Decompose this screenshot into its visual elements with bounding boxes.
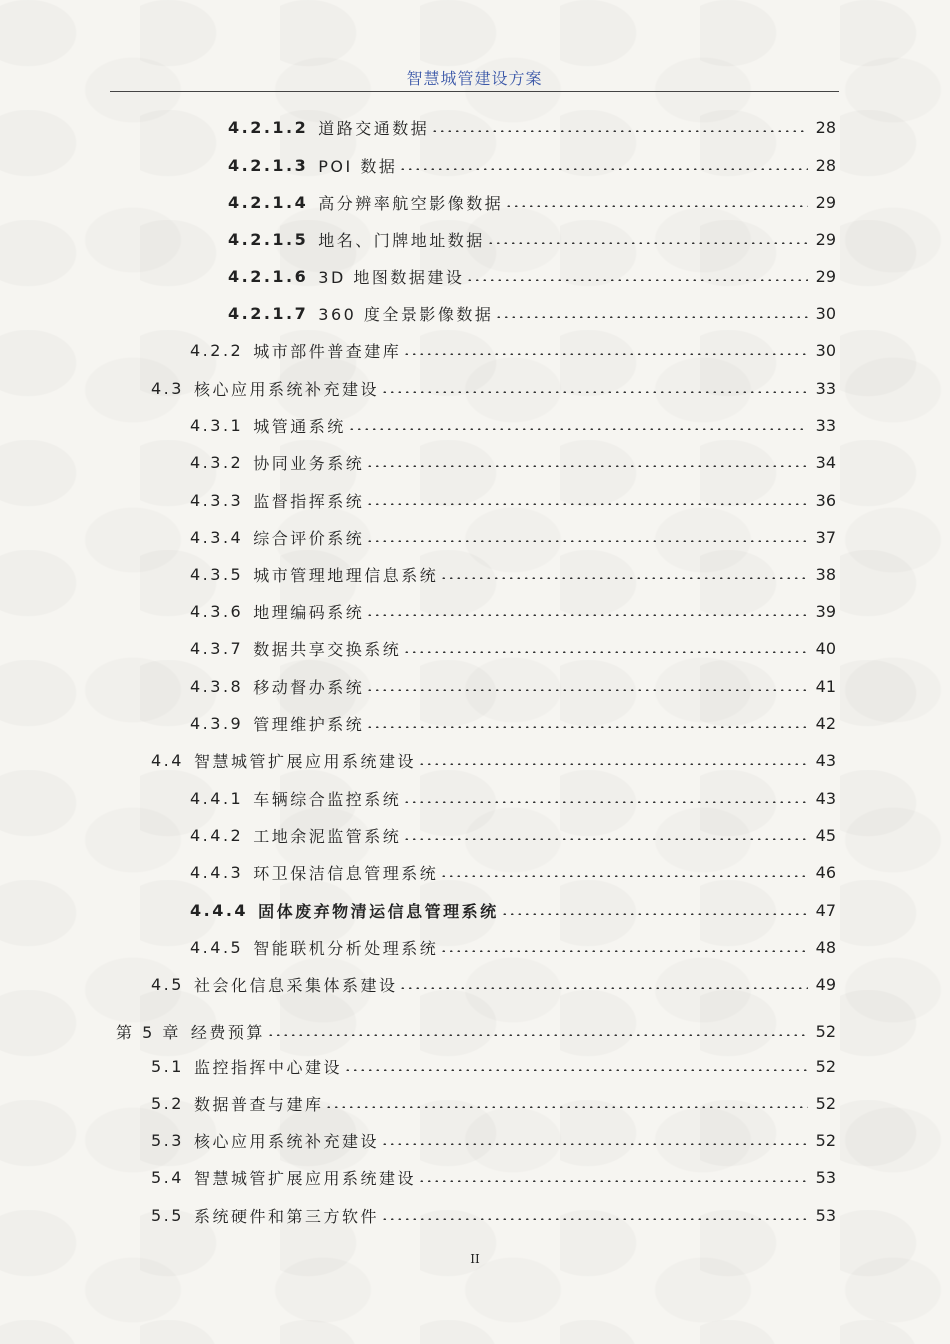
dot-leader (366, 457, 808, 467)
dot-leader (366, 681, 808, 691)
toc-number: 4.4.3 (190, 862, 244, 882)
toc-entry-5-4[interactable] (151, 1165, 836, 1189)
toc-entry-4-3-5[interactable] (190, 562, 836, 586)
dot-leader (366, 532, 808, 542)
toc-page-number: 52 (815, 1021, 836, 1041)
dot-leader (399, 979, 808, 989)
toc-page-number: 48 (815, 937, 836, 957)
dot-leader (466, 271, 808, 281)
toc-entry-5-1[interactable] (151, 1054, 836, 1078)
dot-leader (487, 234, 808, 244)
toc-entry-5-2[interactable] (151, 1091, 836, 1115)
dot-leader (366, 718, 808, 728)
toc-number: 4.4.4 (190, 900, 249, 920)
toc-number: 5.4 (151, 1167, 184, 1187)
toc-page-number: 46 (815, 862, 836, 882)
toc-title: POI 数据 (318, 156, 398, 176)
toc-title: 社会化信息采集体系建设 (193, 975, 398, 995)
toc-page-number: 52 (815, 1056, 836, 1076)
page-footer-number: II (470, 1252, 480, 1266)
toc-number: 4.2.2 (190, 340, 244, 360)
toc-entry-4-2-1-7[interactable] (228, 301, 836, 325)
dot-leader (440, 569, 808, 579)
toc-entry-4-3-3[interactable] (190, 488, 836, 512)
toc-number: 4.4.5 (190, 937, 244, 957)
toc-entry-4-4-2[interactable] (190, 823, 836, 847)
toc-number: 4.3.4 (190, 527, 244, 547)
toc-page-number: 45 (815, 825, 836, 845)
running-header: 智慧城管建设方案 (406, 69, 543, 88)
toc-title: 3D 地图数据建设 (318, 267, 465, 287)
toc-page-number: 33 (815, 415, 836, 435)
toc-entry-4-3-1[interactable] (190, 413, 836, 437)
toc-entry-4-2-1-3[interactable] (228, 153, 836, 177)
toc-entry-4-4-4[interactable] (190, 898, 836, 922)
toc-number: 4.2.1.4 (228, 192, 309, 212)
toc-title: 地名、门牌地址数据 (318, 230, 485, 250)
toc-number: 4.2.1.6 (228, 266, 309, 286)
toc-entry-4-4-1[interactable] (190, 786, 836, 810)
toc-entry-4-2-1-2[interactable] (228, 115, 836, 139)
toc-page-number: 52 (815, 1093, 836, 1113)
toc-entry-4-4-3[interactable] (190, 860, 836, 884)
toc-number: 5.5 (151, 1205, 184, 1225)
toc-number: 4.3.8 (190, 676, 244, 696)
toc-title: 智慧城管扩展应用系统建设 (193, 751, 416, 771)
toc-entry-4-3-4[interactable] (190, 525, 836, 549)
dot-leader (440, 942, 808, 952)
toc-entry-5-3[interactable] (151, 1128, 836, 1152)
toc-title: 城市管理地理信息系统 (253, 565, 439, 585)
toc-page-number: 49 (815, 974, 836, 994)
dot-leader (403, 643, 808, 653)
toc-title: 360 度全景影像数据 (318, 304, 494, 324)
toc-page-number: 29 (815, 229, 836, 249)
toc-entry-4-5[interactable] (151, 972, 836, 996)
toc-entry-4-2-2[interactable] (190, 338, 836, 362)
toc-page-number: 34 (815, 452, 836, 472)
toc-entry-4-3-9[interactable] (190, 711, 836, 735)
dot-leader (366, 495, 808, 505)
toc-title: 综合评价系统 (253, 528, 365, 548)
toc-title: 协同业务系统 (253, 453, 365, 473)
toc-page-number: 37 (815, 527, 836, 547)
toc-page-number: 29 (815, 192, 836, 212)
toc-title: 数据普查与建库 (193, 1094, 324, 1114)
dot-leader (399, 160, 808, 170)
toc-title: 环卫保洁信息管理系统 (253, 863, 439, 883)
toc-title: 车辆综合监控系统 (253, 789, 402, 809)
dot-leader (501, 905, 808, 915)
toc-number: 4.3.5 (190, 564, 244, 584)
toc-number: 4.4.1 (190, 788, 244, 808)
dot-leader (344, 1061, 808, 1071)
toc-number: 5.2 (151, 1093, 184, 1113)
toc-number: 5.1 (151, 1056, 184, 1076)
toc-title: 智慧城管扩展应用系统建设 (193, 1168, 416, 1188)
toc-title: 管理维护系统 (253, 714, 365, 734)
toc-page-number: 47 (815, 900, 836, 920)
toc-page-number: 28 (815, 117, 836, 137)
toc-entry-5-5[interactable] (151, 1203, 836, 1227)
toc-title: 监督指挥系统 (253, 491, 365, 511)
dot-leader (381, 1135, 808, 1145)
toc-page-number: 33 (815, 378, 836, 398)
toc-number: 4.3.7 (190, 638, 244, 658)
dot-leader (381, 1210, 808, 1220)
toc-number: 4.2.1.2 (228, 117, 309, 137)
toc-number: 4.4 (151, 750, 184, 770)
dot-leader (418, 1172, 808, 1182)
toc-number: 4.3.3 (190, 490, 244, 510)
toc-title: 城管通系统 (253, 416, 346, 436)
toc-number: 4.4.2 (190, 825, 244, 845)
toc-title: 核心应用系统补充建设 (193, 1131, 379, 1151)
toc-title: 道路交通数据 (318, 118, 430, 138)
dot-leader (403, 345, 808, 355)
toc-page-number: 28 (815, 155, 836, 175)
toc-page-number: 30 (815, 340, 836, 360)
toc-title: 城市部件普查建库 (253, 341, 402, 361)
toc-number: 4.2.1.7 (228, 303, 309, 323)
dot-leader (267, 1026, 808, 1036)
toc-page-number: 53 (815, 1205, 836, 1225)
toc-page-number: 43 (815, 750, 836, 770)
toc-number: 4.5 (151, 974, 184, 994)
toc-number: 4.2.1.5 (228, 229, 309, 249)
dot-leader (418, 755, 808, 765)
toc-title: 地理编码系统 (253, 602, 365, 622)
toc-number: 4.3.6 (190, 601, 244, 621)
toc-entry-4-3[interactable] (151, 376, 836, 400)
toc-entry-chapter-5[interactable] (116, 1019, 836, 1043)
toc-title: 高分辨率航空影像数据 (318, 193, 504, 213)
dot-leader (403, 830, 808, 840)
dot-leader (381, 383, 808, 393)
toc-page-number: 53 (815, 1167, 836, 1187)
toc-page-number: 38 (815, 564, 836, 584)
toc-number: 4.3.1 (190, 415, 244, 435)
toc-title: 工地余泥监管系统 (253, 826, 402, 846)
header-divider (110, 91, 839, 92)
toc-page-number: 43 (815, 788, 836, 808)
toc-entry-4-2-1-6[interactable] (228, 264, 836, 288)
toc-entry-4-3-8[interactable] (190, 674, 836, 698)
toc-entry-4-3-2[interactable] (190, 450, 836, 474)
toc-entry-4-2-1-4[interactable] (228, 190, 836, 214)
toc-page-number: 40 (815, 638, 836, 658)
toc-title: 系统硬件和第三方软件 (193, 1206, 379, 1226)
toc-entry-4-4[interactable] (151, 748, 836, 772)
dot-leader (440, 867, 808, 877)
toc-title: 核心应用系统补充建设 (193, 379, 379, 399)
toc-title: 智能联机分析处理系统 (253, 938, 439, 958)
toc-number: 第 5 章 (116, 1022, 181, 1042)
toc-number: 4.2.1.3 (228, 155, 309, 175)
toc-entry-4-3-6[interactable] (190, 599, 836, 623)
toc-title: 数据共享交换系统 (253, 639, 402, 659)
toc-page-number: 52 (815, 1130, 836, 1150)
dot-leader (431, 122, 808, 132)
toc-title: 监控指挥中心建设 (193, 1057, 342, 1077)
toc-number: 5.3 (151, 1130, 184, 1150)
dot-leader (505, 197, 808, 207)
dot-leader (403, 793, 808, 803)
toc-number: 4.3 (151, 378, 184, 398)
toc-entry-4-2-1-5[interactable] (228, 227, 836, 251)
toc-number: 4.3.2 (190, 452, 244, 472)
dot-leader (348, 420, 808, 430)
toc-title: 固体废弃物清运信息管理系统 (258, 901, 499, 921)
toc-title: 经费预算 (190, 1022, 265, 1042)
toc-entry-4-3-7[interactable] (190, 636, 836, 660)
dot-leader (366, 606, 808, 616)
dot-leader (495, 308, 808, 318)
toc-page-number: 29 (815, 266, 836, 286)
toc-page-number: 41 (815, 676, 836, 696)
dot-leader (325, 1098, 808, 1108)
toc-number: 4.3.9 (190, 713, 244, 733)
toc-entry-4-4-5[interactable] (190, 935, 836, 959)
toc-title: 移动督办系统 (253, 677, 365, 697)
toc-page-number: 36 (815, 490, 836, 510)
toc-page-number: 39 (815, 601, 836, 621)
toc-page-number: 30 (815, 303, 836, 323)
toc-page-number: 42 (815, 713, 836, 733)
